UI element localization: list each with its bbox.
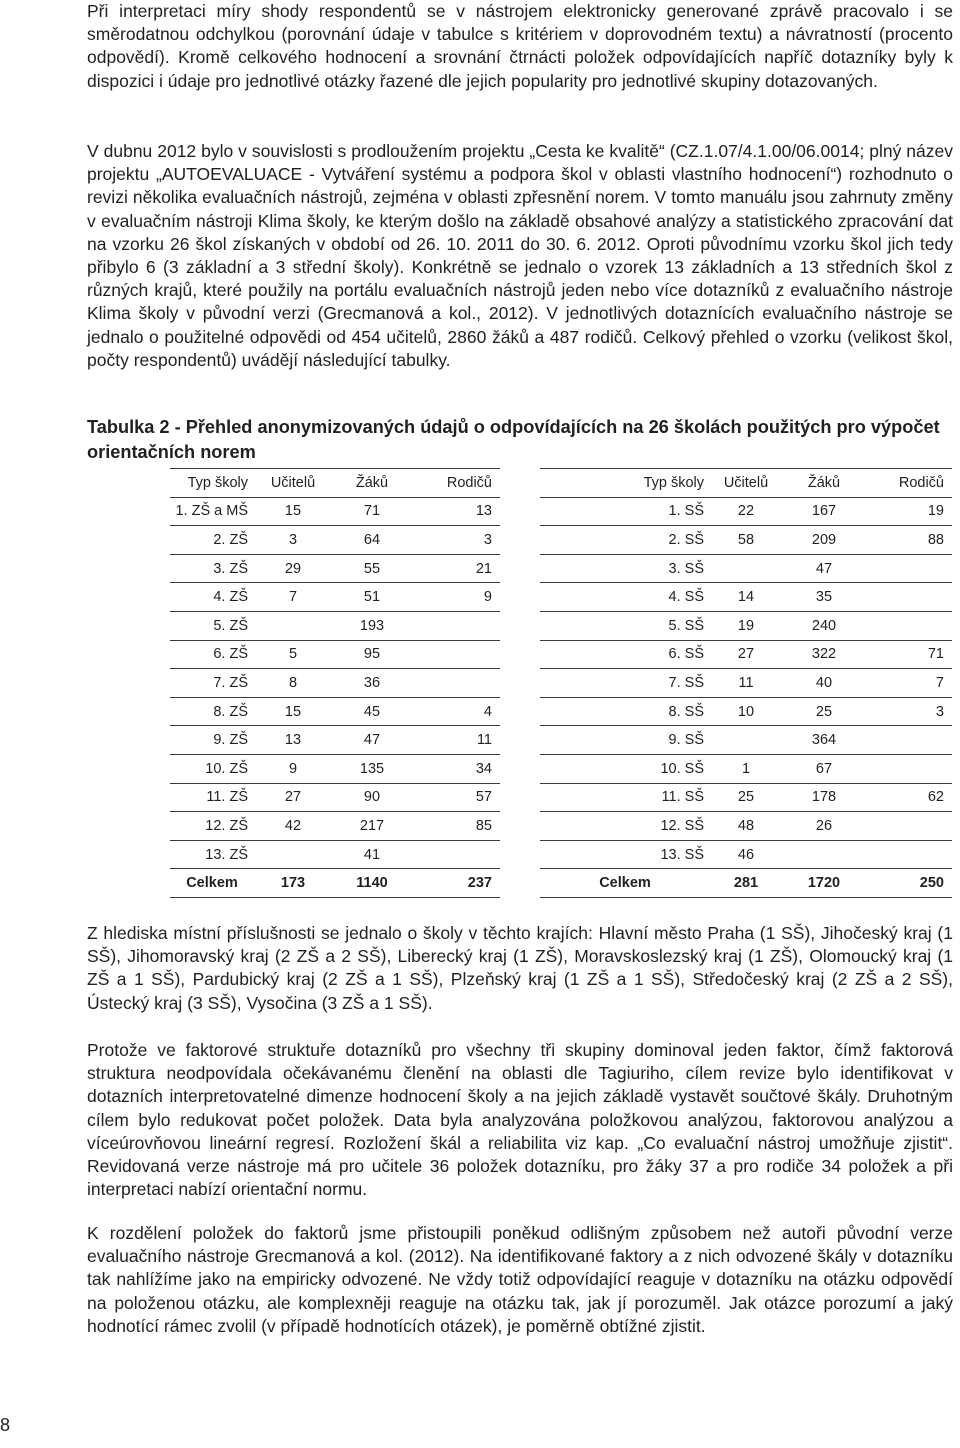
table-row	[540, 554, 952, 583]
cell-teachers: 8	[254, 669, 332, 698]
cell-teachers: 5	[254, 640, 332, 669]
cell-pupils: 45	[332, 697, 412, 726]
cell-parents: 57	[412, 783, 500, 812]
cell-teachers: 10	[710, 697, 782, 726]
cell-parents	[412, 840, 500, 869]
cell-teachers: 42	[254, 812, 332, 841]
cell-school-type: 9. SŠ	[540, 726, 710, 755]
cell-total-label: Celkem	[170, 869, 254, 898]
cell-parents: 21	[412, 554, 500, 583]
cell-school-type: 8. SŠ	[540, 697, 710, 726]
cell-pupils: 209	[782, 526, 866, 555]
cell-parents	[866, 583, 952, 612]
table-row	[540, 754, 952, 783]
table-row	[540, 726, 952, 755]
cell-school-type: 13. SŠ	[540, 840, 710, 869]
table-row	[170, 726, 500, 755]
table-body	[170, 497, 500, 897]
cell-pupils: 364	[782, 726, 866, 755]
cell-parents: 34	[412, 754, 500, 783]
cell-pupils: 322	[782, 640, 866, 669]
cell-school-type: 1. SŠ	[540, 497, 710, 526]
cell-parents	[866, 754, 952, 783]
cell-pupils: 36	[332, 669, 412, 698]
cell-teachers: 58	[710, 526, 782, 555]
cell-school-type: 6. ZŠ	[170, 640, 254, 669]
table-header-row	[170, 469, 500, 498]
cell-teachers: 27	[254, 783, 332, 812]
cell-teachers: 1	[710, 754, 782, 783]
cell-teachers	[254, 611, 332, 640]
cell-pupils: 135	[332, 754, 412, 783]
cell-teachers: 15	[254, 697, 332, 726]
cell-teachers: 29	[254, 554, 332, 583]
table-row	[540, 640, 952, 669]
cell-school-type: 9. ZŠ	[170, 726, 254, 755]
cell-school-type: 7. ZŠ	[170, 669, 254, 698]
cell-pupils: 41	[332, 840, 412, 869]
cell-parents: 62	[866, 783, 952, 812]
cell-parents: 13	[412, 497, 500, 526]
cell-teachers: 48	[710, 812, 782, 841]
cell-pupils: 47	[782, 554, 866, 583]
cell-parents: 85	[412, 812, 500, 841]
cell-teachers: 11	[710, 669, 782, 698]
cell-parents: 19	[866, 497, 952, 526]
column-header-school-type: Typ školy	[540, 469, 710, 498]
cell-teachers: 25	[710, 783, 782, 812]
cell-parents: 3	[412, 526, 500, 555]
cell-teachers: 173	[254, 869, 332, 898]
table-header-row	[540, 469, 952, 498]
table-row	[540, 697, 952, 726]
cell-parents: 9	[412, 583, 500, 612]
cell-pupils: 47	[332, 726, 412, 755]
cell-parents: 3	[866, 697, 952, 726]
column-header-parents: Rodičů	[412, 469, 500, 498]
cell-pupils: 90	[332, 783, 412, 812]
cell-teachers	[710, 554, 782, 583]
cell-parents: 71	[866, 640, 952, 669]
cell-parents	[412, 669, 500, 698]
column-header-pupils: Žáků	[782, 469, 866, 498]
cell-parents: 7	[866, 669, 952, 698]
table-row	[170, 783, 500, 812]
cell-parents	[866, 840, 952, 869]
cell-school-type: 12. ZŠ	[170, 812, 254, 841]
table-row	[540, 497, 952, 526]
table-zs-schools	[170, 468, 500, 898]
cell-school-type: 3. ZŠ	[170, 554, 254, 583]
cell-pupils: 1140	[332, 869, 412, 898]
cell-parents: 88	[866, 526, 952, 555]
paragraph-factor-analysis: Protože ve faktorové struktuře dotazníků pro všechny tři skupiny dominoval jeden faktor, čímž faktorová struktura neodpovídala očekávanému členění na oblasti dle Tagiuriho, cílem revize bylo identifikovat v dotazních interpretovatelné dimenze hodnocení školy a na jejich základě vystavět součtové škály. Druhotným cílem bylo redukovat počet položek. Data byla analyzována položkovou analýzou, faktorovou analýzou a víceúrovňovou lineární regresí. Rozložení škál a reliabilita viz kap. „Co evaluační nástroj umožňuje zjistit“. Revidovaná verze nástroje má pro učitele 36 položek dotazníku, pro žáky 37 a pro rodiče 34 položek a při interpretaci nabízí orientační normu.	[87, 1040, 953, 1200]
paragraph-interpretation: Při interpretaci míry shody respondentů se v nástrojem elektronicky generované zprávě pracovalo i se směrodatnou odchylkou (porovnání údaje v tabulce s kritériem v doprovodném textu) a návratností (procento odpovědí). Kromě celkového hodnocení a srovnání čtrnácti položek odpovídajících napříč dotazníky byly k dispozici i údaje pro jednotlivé otázky řazené dle jejich popularity pro jednotlivé skupiny dotazovaných.	[87, 1, 953, 91]
cell-pupils: 26	[782, 812, 866, 841]
cell-pupils	[782, 840, 866, 869]
cell-school-type: 4. SŠ	[540, 583, 710, 612]
paragraph-regions: Z hlediska místní příslušnosti se jednalo o školy v těchto krajích: Hlavní město Praha (1 SŠ), Jihočeský kraj (1 SŠ), Jihomoravský kraj (2 ZŠ a 2 SŠ), Liberecký kraj (1 ZŠ), Moravskoslezský kraj (1 ZŠ), Olomoucký kraj (1 ZŠ a 1 SŠ), Pardubický kraj (2 ZŠ a 1 SŠ), Plzeňský kraj (1 ZŠ a 1 SŠ), Středočeský kraj (2 ZŠ a 2 SŠ), Ústecký kraj (3 SŠ), Vysočina (3 ZŠ a 1 SŠ).	[87, 923, 953, 1013]
cell-teachers: 14	[710, 583, 782, 612]
cell-pupils: 25	[782, 697, 866, 726]
column-header-parents: Rodičů	[866, 469, 952, 498]
cell-teachers: 3	[254, 526, 332, 555]
cell-teachers: 9	[254, 754, 332, 783]
cell-pupils: 51	[332, 583, 412, 612]
column-header-school-type: Typ školy	[170, 469, 254, 498]
cell-school-type: 11. SŠ	[540, 783, 710, 812]
cell-school-type: 1. ZŠ a MŠ	[170, 497, 254, 526]
cell-teachers	[710, 726, 782, 755]
table-row	[170, 754, 500, 783]
cell-pupils: 35	[782, 583, 866, 612]
table-row	[540, 669, 952, 698]
cell-pupils: 95	[332, 640, 412, 669]
cell-school-type: 5. SŠ	[540, 611, 710, 640]
page-number: 8	[0, 1415, 11, 1435]
cell-school-type: 10. SŠ	[540, 754, 710, 783]
cell-pupils: 67	[782, 754, 866, 783]
column-header-teachers: Učitelů	[254, 469, 332, 498]
table-row	[170, 583, 500, 612]
cell-school-type: 5. ZŠ	[170, 611, 254, 640]
cell-teachers: 27	[710, 640, 782, 669]
table-ss-schools	[540, 468, 952, 898]
table-row	[170, 669, 500, 698]
cell-pupils: 71	[332, 497, 412, 526]
cell-parents	[866, 726, 952, 755]
table-row	[540, 526, 952, 555]
table-row	[170, 812, 500, 841]
cell-teachers: 7	[254, 583, 332, 612]
cell-parents	[866, 611, 952, 640]
cell-teachers: 281	[710, 869, 782, 898]
table-row	[170, 497, 500, 526]
cell-school-type: 10. ZŠ	[170, 754, 254, 783]
cell-pupils: 40	[782, 669, 866, 698]
table-row	[540, 783, 952, 812]
cell-parents	[866, 812, 952, 841]
cell-pupils: 240	[782, 611, 866, 640]
table-row	[540, 840, 952, 869]
table-row	[170, 611, 500, 640]
cell-teachers: 15	[254, 497, 332, 526]
table-body	[540, 497, 952, 897]
cell-parents: 4	[412, 697, 500, 726]
table-row	[540, 583, 952, 612]
cell-school-type: 4. ZŠ	[170, 583, 254, 612]
cell-parents	[412, 640, 500, 669]
cell-parents: 250	[866, 869, 952, 898]
cell-school-type: 7. SŠ	[540, 669, 710, 698]
cell-school-type: 11. ZŠ	[170, 783, 254, 812]
cell-school-type: 8. ZŠ	[170, 697, 254, 726]
cell-school-type: 6. SŠ	[540, 640, 710, 669]
cell-teachers	[254, 840, 332, 869]
cell-school-type: 2. SŠ	[540, 526, 710, 555]
cell-total-label: Celkem	[540, 869, 710, 898]
table-total-row	[540, 869, 952, 898]
table-total-row	[170, 869, 500, 898]
column-header-teachers: Učitelů	[710, 469, 782, 498]
cell-school-type: 13. ZŠ	[170, 840, 254, 869]
cell-pupils: 217	[332, 812, 412, 841]
table-caption: Tabulka 2 - Přehled anonymizovaných údajů o odpovídajících na 26 školách použitých pro výpočet orientačních norem	[87, 417, 940, 462]
cell-pupils: 55	[332, 554, 412, 583]
cell-pupils: 1720	[782, 869, 866, 898]
paragraph-item-allocation: K rozdělení položek do faktorů jsme přistoupili poněkud odlišným způsobem než autoři původní verze evaluačního nástroje Grecmanová a kol. (2012). Na identifikované faktory a z nich odvozené škály v dotazníku tak nahlížíme jako na empiricky odvozené. Ne vždy totiž odpovídající reaguje v dotazníku na otázku odpovědí na položenou otázku, ale komplexněji reaguje na otázku tak, jak jí porozuměl. Jak otázce porozumí a jaký hodnotící rámec zvolil (v případě hodnotících otázek), je poměrně obtížné zjistit.	[87, 1223, 953, 1336]
cell-pupils: 167	[782, 497, 866, 526]
cell-pupils: 64	[332, 526, 412, 555]
cell-teachers: 19	[710, 611, 782, 640]
cell-parents	[412, 611, 500, 640]
table-row	[170, 697, 500, 726]
cell-parents	[866, 554, 952, 583]
table-row	[540, 812, 952, 841]
cell-school-type: 2. ZŠ	[170, 526, 254, 555]
cell-pupils: 178	[782, 783, 866, 812]
table-row	[170, 640, 500, 669]
cell-pupils: 193	[332, 611, 412, 640]
table-row	[170, 554, 500, 583]
cell-school-type: 12. SŠ	[540, 812, 710, 841]
table-row	[540, 611, 952, 640]
cell-parents: 237	[412, 869, 500, 898]
cell-teachers: 22	[710, 497, 782, 526]
cell-school-type: 3. SŠ	[540, 554, 710, 583]
table-row	[170, 840, 500, 869]
cell-parents: 11	[412, 726, 500, 755]
paragraph-revision-2012: V dubnu 2012 bylo v souvislosti s prodloužením projektu „Cesta ke kvalitě“ (CZ.1.07/4.1.00/06.0014; plný název projektu „AUTOEVALUACE - Vytváření systému a podpora škol v oblasti vlastního hodnocení“) rozhodnuto o revizi několika evaluačních nástrojů, zejména v oblasti zpřesnění norem. V tomto manuálu jsou zahrnuty změny v evaluačním nástroji Klima školy, ke kterým došlo na základě obsahové analýzy a statistického zpracování dat na vzorku 26 škol získaných v období od 26. 10. 2011 do 30. 6. 2012. Oproti původnímu vzorku škol jich tedy přibylo 6 (3 základní a 3 střední školy). Konkrétně se jednalo o vzorek 13 základních a 13 středních škol z různých krajů, které použily na portálu evaluačních nástrojů jeden nebo více dotazníků z evaluačního nástroje Klima školy v původní verzi (Grecmanová a kol., 2012). V jednotlivých dotaznících evaluačního nástroje se jednalo o použitelné odpovědi od 454 učitelů, 2860 žáků a 487 rodičů. Celkový přehled o vzorku (velikost škol, počty respondentů) uvádějí následující tabulky.	[87, 141, 953, 370]
cell-teachers: 46	[710, 840, 782, 869]
cell-teachers: 13	[254, 726, 332, 755]
column-header-pupils: Žáků	[332, 469, 412, 498]
table-row	[170, 526, 500, 555]
